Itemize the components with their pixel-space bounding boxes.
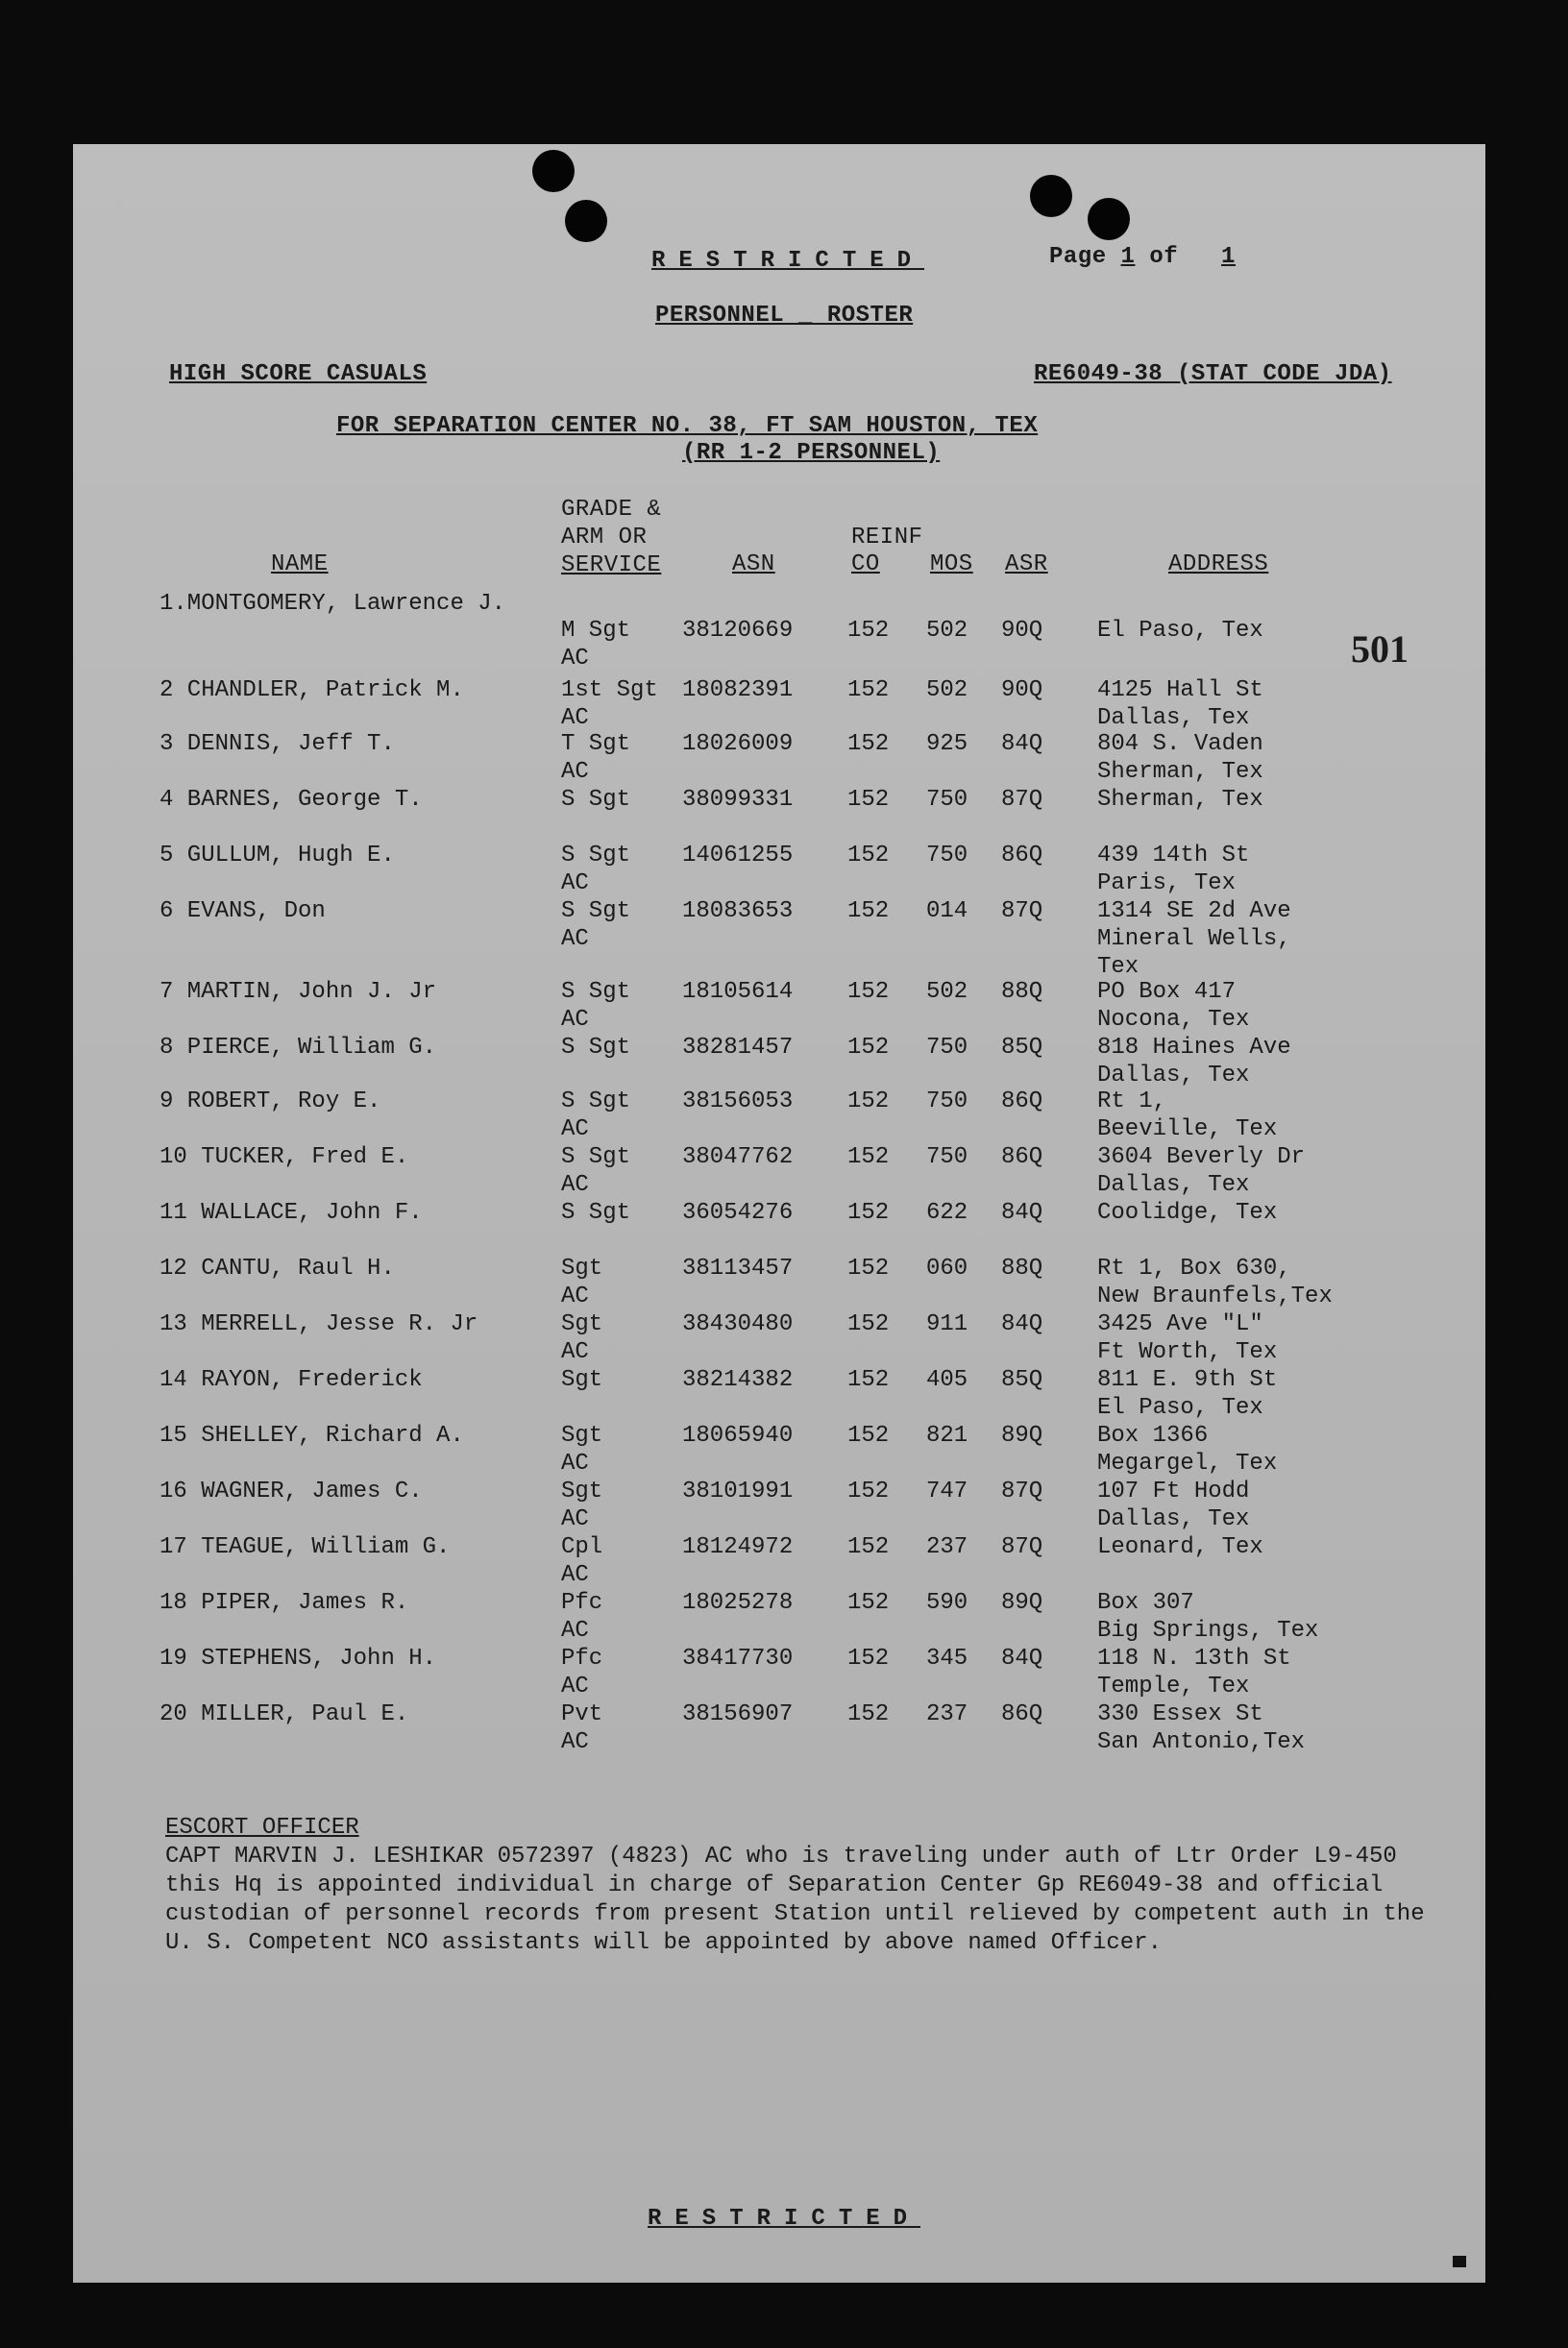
cell-addr2: Sherman, Tex (1097, 759, 1263, 785)
cell-asn: 38156053 (682, 1088, 794, 1114)
cell-arm: AC (561, 705, 589, 731)
cell-name: 15 SHELLEY, Richard A. (159, 1423, 464, 1449)
cell-name: 14 RAYON, Frederick (159, 1367, 423, 1393)
cell-asr: 89Q (1001, 1590, 1043, 1616)
cell-name: 18 PIPER, James R. (159, 1590, 409, 1616)
cell-addr1: 107 Ft Hodd (1097, 1479, 1250, 1504)
cell-grade: S Sgt (561, 898, 631, 924)
cell-addr1: PO Box 417 (1097, 979, 1237, 1005)
table-row (73, 1143, 1485, 1199)
cell-addr2: Dallas, Tex (1097, 1172, 1250, 1198)
cell-name: 3 DENNIS, Jeff T. (159, 731, 395, 757)
cell-addr2: Nocona, Tex (1097, 1007, 1250, 1033)
cell-addr1: Rt 1, Box 630, (1097, 1256, 1291, 1282)
cell-mos: 750 (926, 1144, 968, 1170)
cell-grade: Sgt (561, 1256, 603, 1282)
cell-grade: 1st Sgt (561, 677, 658, 703)
cell-asr: 87Q (1001, 1534, 1043, 1560)
cell-asn: 38417730 (682, 1646, 794, 1672)
table-row (73, 1533, 1485, 1589)
table-row (73, 978, 1485, 1034)
cell-mos: 405 (926, 1367, 968, 1393)
cell-addr2: Dallas, Tex (1097, 1063, 1250, 1088)
roster-title: PERSONNEL _ ROSTER (655, 303, 914, 329)
col-mos-header: MOS (930, 551, 973, 577)
cell-asn: 18065940 (682, 1423, 794, 1449)
cell-co: 152 (847, 1367, 890, 1393)
cell-grade: S Sgt (561, 1035, 631, 1061)
cell-name: 11 WALLACE, John F. (159, 1200, 423, 1226)
cell-grade: S Sgt (561, 1144, 631, 1170)
cell-co: 152 (847, 1311, 890, 1337)
cell-arm: AC (561, 926, 589, 952)
cell-grade: S Sgt (561, 1088, 631, 1114)
page-total: 1 (1221, 244, 1236, 270)
cell-asr: 89Q (1001, 1423, 1043, 1449)
cell-asr: 86Q (1001, 1088, 1043, 1114)
cell-asn: 18026009 (682, 731, 794, 757)
cell-co: 152 (847, 1534, 890, 1560)
cell-co: 152 (847, 1200, 890, 1226)
cell-name: 4 BARNES, George T. (159, 787, 423, 813)
stamp-number: 501 (1351, 627, 1409, 671)
cell-asn: 18124972 (682, 1534, 794, 1560)
page-indicator (1049, 244, 1274, 271)
cell-name: 16 WAGNER, James C. (159, 1479, 423, 1504)
cell-grade: S Sgt (561, 979, 631, 1005)
cell-name: 19 STEPHENS, John H. (159, 1646, 437, 1672)
cell-asn: 38101991 (682, 1479, 794, 1504)
cell-addr1: 1314 SE 2d Ave (1097, 898, 1291, 924)
cell-grade: Pvt (561, 1701, 603, 1727)
cell-name: 13 MERRELL, Jesse R. Jr (159, 1311, 478, 1337)
table-row (73, 842, 1485, 897)
cell-mos: 750 (926, 843, 968, 868)
table-row (73, 1700, 1485, 1756)
cell-arm: AC (561, 646, 589, 672)
cell-asr: 84Q (1001, 1200, 1043, 1226)
cell-co: 152 (847, 843, 890, 868)
cell-grade: S Sgt (561, 1200, 631, 1226)
cell-arm: AC (561, 1562, 589, 1588)
escort-text: CAPT MARVIN J. LESHIKAR 0572397 (4823) AC who is traveling under auth of Ltr Order L9-450 this Hq is appointed individual in charge of Separation Center Gp RE6049-38 and official custodian of personnel records from present Station until relieved by competent auth in the U. S. Competent NCO assistants will be appointed by above named Officer. (165, 1844, 1425, 1956)
punch-hole (1030, 175, 1072, 217)
cell-mos: 502 (926, 979, 968, 1005)
cell-grade: S Sgt (561, 843, 631, 868)
table-row (73, 591, 1485, 673)
cell-arm: AC (561, 1451, 589, 1477)
cell-addr1: 804 S. Vaden (1097, 731, 1263, 757)
cell-mos: 821 (926, 1423, 968, 1449)
separation-center-line: FOR SEPARATION CENTER NO. 38, FT SAM HOUSTON, TEX (336, 413, 1039, 439)
cell-co: 152 (847, 677, 890, 703)
cell-mos: 237 (926, 1701, 968, 1727)
punch-hole (532, 150, 575, 192)
cell-addr2: Mineral Wells, (1097, 926, 1291, 952)
col-address-header: ADDRESS (1168, 551, 1269, 577)
cell-addr1: 330 Essex St (1097, 1701, 1263, 1727)
cell-mos: 014 (926, 898, 968, 924)
cell-grade: Pfc (561, 1590, 603, 1616)
cell-addr1: Coolidge, Tex (1097, 1200, 1278, 1226)
cell-co: 152 (847, 1479, 890, 1504)
cell-arm: AC (561, 1007, 589, 1033)
cell-name: 1.MONTGOMERY, Lawrence J. (159, 591, 506, 617)
cell-co: 152 (847, 1590, 890, 1616)
cell-addr2: Big Springs, Tex (1097, 1618, 1319, 1644)
col-grade-header: GRADE & ARM OR SERVICE (561, 497, 662, 578)
classification-bottom: RESTRICTED (648, 2206, 921, 2232)
col-reinf-header: REINF (851, 525, 923, 550)
cell-addr1: 818 Haines Ave (1097, 1035, 1291, 1061)
cell-addr2: Dallas, Tex (1097, 705, 1250, 731)
cell-name: 8 PIERCE, William G. (159, 1035, 437, 1061)
cell-asr: 87Q (1001, 787, 1043, 813)
cell-grade: T Sgt (561, 731, 631, 757)
cell-name: 7 MARTIN, John J. Jr (159, 979, 437, 1005)
page-of: of (1149, 244, 1179, 270)
cell-asn: 18082391 (682, 677, 794, 703)
cell-asr: 87Q (1001, 898, 1043, 924)
punch-hole (1088, 198, 1130, 240)
corner-mark (1453, 2256, 1466, 2267)
cell-asn: 14061255 (682, 843, 794, 868)
cell-co: 152 (847, 898, 890, 924)
cell-arm: AC (561, 1674, 589, 1700)
cell-mos: 502 (926, 677, 968, 703)
cell-addr1: 3604 Beverly Dr (1097, 1144, 1306, 1170)
cell-arm: AC (561, 870, 589, 896)
cell-addr1: 118 N. 13th St (1097, 1646, 1291, 1672)
cell-arm: AC (561, 1729, 589, 1755)
escort-section (165, 1814, 1453, 1958)
cell-co: 152 (847, 1144, 890, 1170)
cell-name: 10 TUCKER, Fred E. (159, 1144, 409, 1170)
col-co-header: CO (851, 551, 880, 577)
cell-asr: 85Q (1001, 1035, 1043, 1061)
cell-asr: 86Q (1001, 1701, 1043, 1727)
table-row (73, 1366, 1485, 1422)
cell-arm: AC (561, 1284, 589, 1309)
cell-asr: 88Q (1001, 979, 1043, 1005)
cell-grade: Sgt (561, 1311, 603, 1337)
cell-addr1: 3425 Ave "L" (1097, 1311, 1263, 1337)
cell-asn: 38156907 (682, 1701, 794, 1727)
cell-grade: M Sgt (561, 618, 631, 644)
col-name-header: NAME (271, 551, 329, 577)
cell-addr1: Box 1366 (1097, 1423, 1209, 1449)
cell-asn: 38214382 (682, 1367, 794, 1393)
cell-addr1: 811 E. 9th St (1097, 1367, 1278, 1393)
cell-name: 17 TEAGUE, William G. (159, 1534, 451, 1560)
table-row (73, 1088, 1485, 1143)
cell-co: 152 (847, 1646, 890, 1672)
rr-line: (RR 1-2 PERSONNEL) (682, 440, 941, 466)
cell-name: 20 MILLER, Paul E. (159, 1701, 409, 1727)
cell-asr: 84Q (1001, 1311, 1043, 1337)
cell-mos: 911 (926, 1311, 968, 1337)
cell-arm: AC (561, 1172, 589, 1198)
cell-addr1: Rt 1, (1097, 1088, 1167, 1114)
table-row (73, 1310, 1485, 1366)
cell-asn: 36054276 (682, 1200, 794, 1226)
cell-asn: 18105614 (682, 979, 794, 1005)
cell-mos: 060 (926, 1256, 968, 1282)
cell-addr2: Temple, Tex (1097, 1674, 1250, 1700)
cell-asr: 86Q (1001, 843, 1043, 868)
cell-asn: 18083653 (682, 898, 794, 924)
cell-co: 152 (847, 731, 890, 757)
cell-mos: 750 (926, 1088, 968, 1114)
cell-asr: 90Q (1001, 677, 1043, 703)
cell-arm: AC (561, 1339, 589, 1365)
cell-co: 152 (847, 979, 890, 1005)
cell-asn: 18025278 (682, 1590, 794, 1616)
cell-asr: 86Q (1001, 1144, 1043, 1170)
cell-addr1: Leonard, Tex (1097, 1534, 1263, 1560)
cell-mos: 622 (926, 1200, 968, 1226)
cell-addr2: Dallas, Tex (1097, 1506, 1250, 1532)
cell-addr1: Sherman, Tex (1097, 787, 1263, 813)
cell-grade: Cpl (561, 1534, 603, 1560)
group-code: RE6049-38 (STAT CODE JDA) (1034, 361, 1392, 387)
cell-mos: 345 (926, 1646, 968, 1672)
punch-hole (565, 200, 607, 242)
cell-grade: S Sgt (561, 787, 631, 813)
cell-name: 6 EVANS, Don (159, 898, 326, 924)
cell-addr2: Paris, Tex (1097, 870, 1237, 896)
cell-addr1: 439 14th St (1097, 843, 1250, 868)
table-row (73, 1645, 1485, 1700)
cell-addr2: Megargel, Tex (1097, 1451, 1278, 1477)
cell-asn: 38281457 (682, 1035, 794, 1061)
table-row (73, 730, 1485, 786)
cell-co: 152 (847, 618, 890, 644)
cell-arm: AC (561, 1116, 589, 1142)
cell-asr: 84Q (1001, 1646, 1043, 1672)
cell-asn: 38120669 (682, 618, 794, 644)
cell-name: 12 CANTU, Raul H. (159, 1256, 395, 1282)
cell-co: 152 (847, 1701, 890, 1727)
cell-mos: 747 (926, 1479, 968, 1504)
cell-mos: 237 (926, 1534, 968, 1560)
cell-addr1: 4125 Hall St (1097, 677, 1263, 703)
cell-arm: AC (561, 1506, 589, 1532)
cell-arm: AC (561, 759, 589, 785)
table-row (73, 1034, 1485, 1089)
cell-asr: 88Q (1001, 1256, 1043, 1282)
cell-addr2: Ft Worth, Tex (1097, 1339, 1278, 1365)
cell-co: 152 (847, 1423, 890, 1449)
cell-mos: 502 (926, 618, 968, 644)
cell-name: 2 CHANDLER, Patrick M. (159, 677, 464, 703)
cell-grade: Sgt (561, 1367, 603, 1393)
cell-grade: Sgt (561, 1479, 603, 1504)
cell-addr3: Tex (1097, 954, 1139, 980)
cell-asr: 84Q (1001, 731, 1043, 757)
table-row (73, 1422, 1485, 1478)
cell-addr2: New Braunfels,Tex (1097, 1284, 1333, 1309)
high-score-title: HIGH SCORE CASUALS (169, 361, 428, 387)
table-row (73, 1478, 1485, 1533)
cell-asn: 38430480 (682, 1311, 794, 1337)
page-number: 1 (1120, 244, 1136, 270)
page-label: Page (1049, 244, 1107, 270)
cell-asr: 87Q (1001, 1479, 1043, 1504)
cell-mos: 750 (926, 1035, 968, 1061)
document-page (73, 144, 1485, 2283)
cell-addr1: Box 307 (1097, 1590, 1194, 1616)
cell-addr2: San Antonio,Tex (1097, 1729, 1306, 1755)
cell-name: 9 ROBERT, Roy E. (159, 1088, 381, 1114)
cell-asr: 90Q (1001, 618, 1043, 644)
table-row (73, 897, 1485, 980)
escort-heading: ESCORT OFFICER (165, 1815, 359, 1841)
cell-co: 152 (847, 1035, 890, 1061)
cell-co: 152 (847, 1256, 890, 1282)
cell-asn: 38113457 (682, 1256, 794, 1282)
cell-grade: Pfc (561, 1646, 603, 1672)
cell-arm: AC (561, 1618, 589, 1644)
cell-asr: 85Q (1001, 1367, 1043, 1393)
cell-mos: 750 (926, 787, 968, 813)
cell-addr2: El Paso, Tex (1097, 1395, 1263, 1421)
cell-grade: Sgt (561, 1423, 603, 1449)
col-asn-header: ASN (732, 551, 775, 577)
table-row (73, 1199, 1485, 1255)
cell-mos: 925 (926, 731, 968, 757)
cell-co: 152 (847, 1088, 890, 1114)
col-asr-header: ASR (1005, 551, 1048, 577)
cell-mos: 590 (926, 1590, 968, 1616)
table-row (73, 1589, 1485, 1645)
cell-addr1: El Paso, Tex (1097, 618, 1263, 644)
cell-name: 5 GULLUM, Hugh E. (159, 843, 395, 868)
classification-top: RESTRICTED (651, 248, 925, 274)
table-row (73, 676, 1485, 732)
table-row (73, 1255, 1485, 1310)
cell-asn: 38099331 (682, 787, 794, 813)
cell-asn: 38047762 (682, 1144, 794, 1170)
cell-co: 152 (847, 787, 890, 813)
table-row (73, 786, 1485, 842)
cell-addr2: Beeville, Tex (1097, 1116, 1278, 1142)
